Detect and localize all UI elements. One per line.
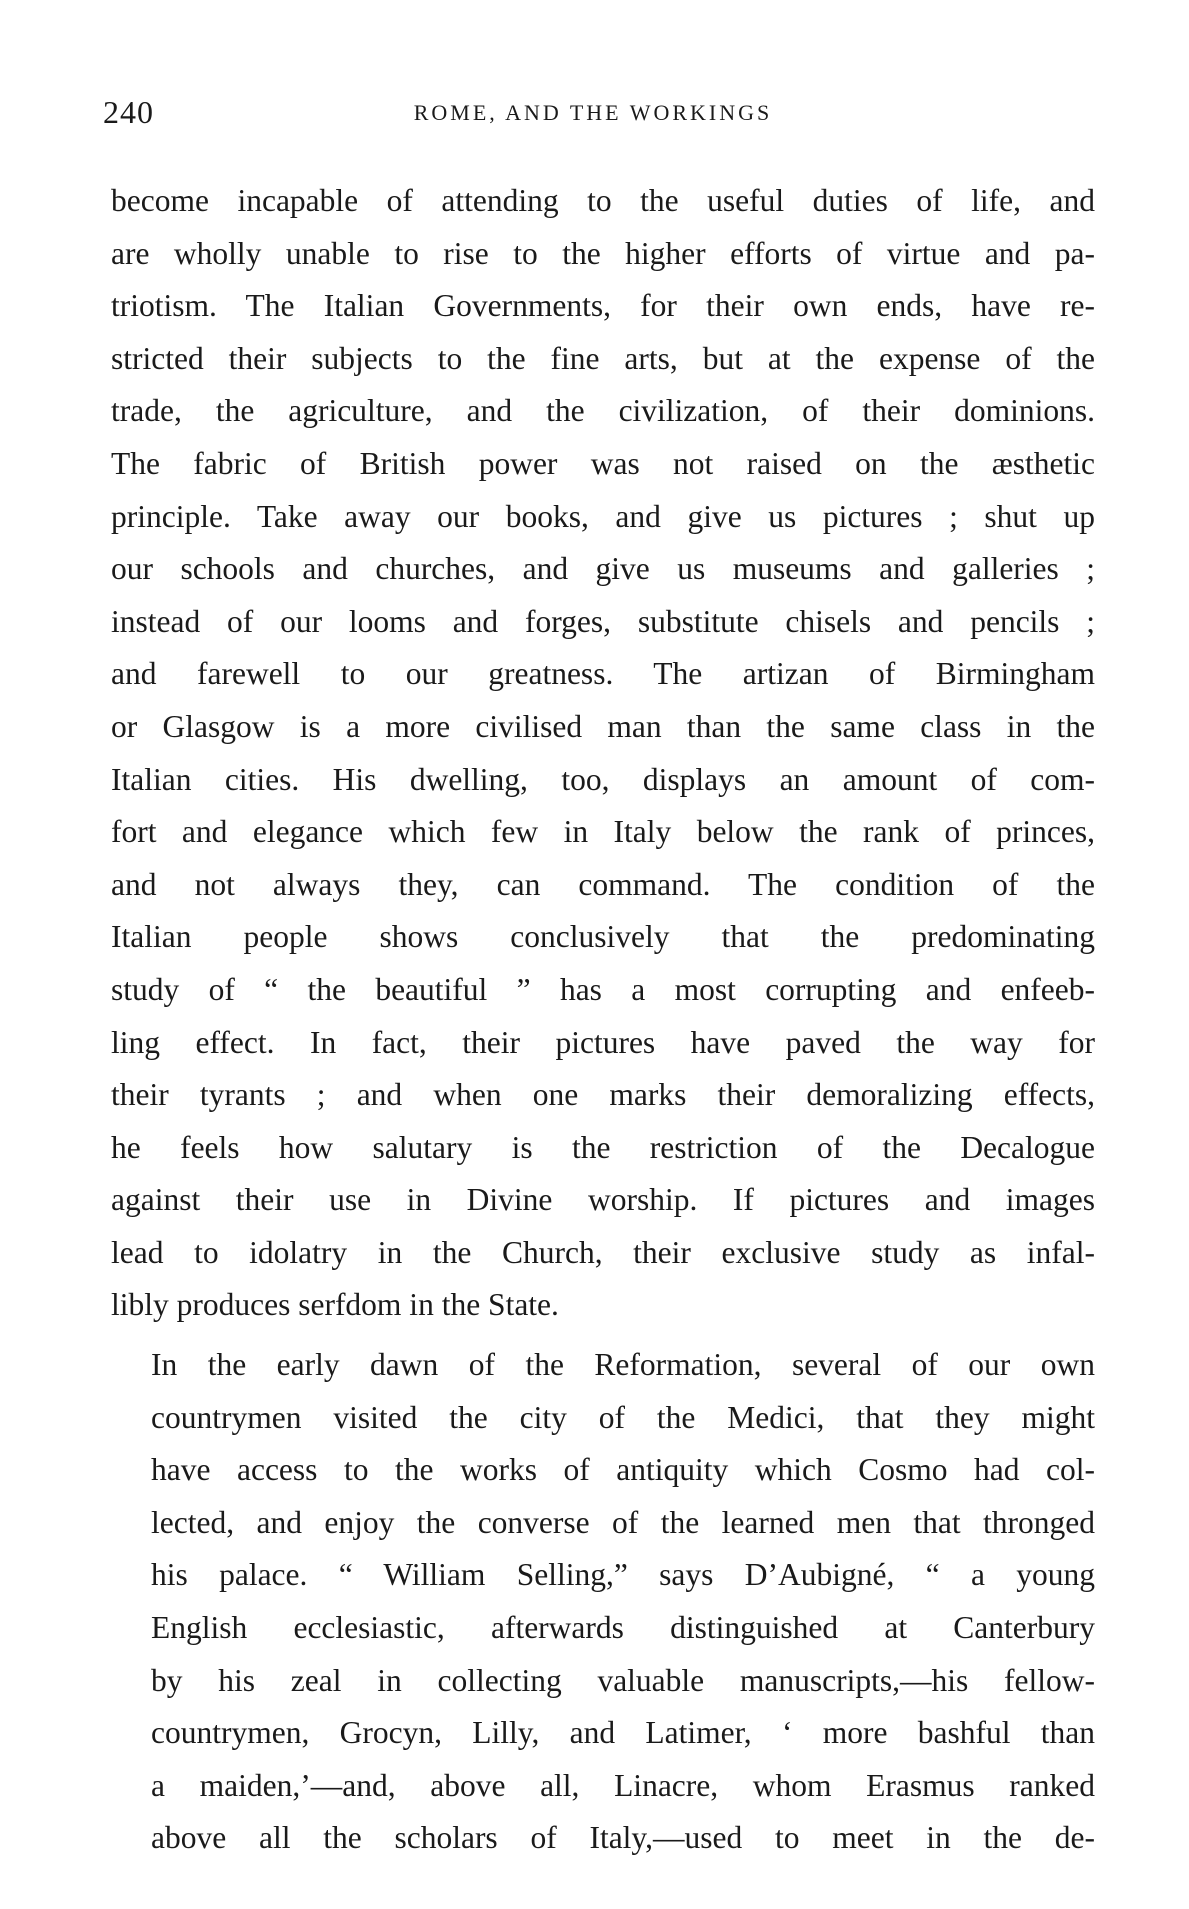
text-line: a maiden,’—and, above all, Linacre, whom Erasmus ranked — [151, 1767, 1095, 1803]
text-line: become incapable of attending to the useful duties of life, and — [111, 183, 1095, 218]
text-line: ling effect. In fact, their pictures have paved the way for — [111, 1024, 1095, 1060]
text-line: The fabric of British power was not raised on the æsthetic — [111, 445, 1095, 481]
text-line: principle. Take away our books, and give us pictures ; shut up — [111, 498, 1095, 534]
text-line: countrymen visited the city of the Medici, that they might — [151, 1399, 1095, 1435]
text-line: above all the scholars of Italy,—used to meet in the de- — [151, 1820, 1095, 1856]
text-line: In the early dawn of the Reformation, several of our own — [151, 1347, 1095, 1383]
text-line: stricted their subjects to the fine arts, but at the expense of the — [111, 340, 1095, 376]
text-line: against their use in Divine worship. If pictures and images — [111, 1182, 1095, 1218]
text-line: have access to the works of antiquity which Cosmo had col- — [151, 1452, 1095, 1488]
paragraph — [111, 175, 1095, 1332]
text-line: study of “ the beautiful ” has a most corrupting and enfeeb- — [111, 971, 1095, 1007]
page-header — [103, 94, 1083, 134]
text-line: his palace. “ William Selling,” says D’Aubigné, “ a young — [151, 1557, 1095, 1593]
text-line: English ecclesiastic, afterwards distinguished at Canterbury — [151, 1610, 1095, 1646]
text-line: Italian cities. His dwelling, too, displays an amount of com- — [111, 761, 1095, 797]
text-line: fort and elegance which few in Italy below the rank of princes, — [111, 814, 1095, 850]
text-line: Italian people shows conclusively that the predominating — [111, 919, 1095, 955]
text-line: lead to idolatry in the Church, their exclusive study as infal- — [111, 1234, 1095, 1270]
body-text — [111, 175, 1095, 1865]
text-line: instead of our looms and forges, substitute chisels and pencils ; — [111, 603, 1095, 639]
paragraph — [111, 1339, 1095, 1865]
text-line: trade, the agriculture, and the civilization, of their dominions. — [111, 393, 1095, 429]
text-line: are wholly unable to rise to the higher efforts of virtue and pa- — [111, 235, 1095, 271]
running-head: ROME, AND THE WORKINGS — [413, 100, 773, 125]
text-line: lected, and enjoy the converse of the learned men that thronged — [151, 1504, 1095, 1540]
text-line: our schools and churches, and give us museums and galleries ; — [111, 551, 1095, 587]
text-line: by his zeal in collecting valuable manuscripts,—his fellow- — [151, 1662, 1095, 1698]
text-line: triotism. The Italian Governments, for their own ends, have re- — [111, 288, 1095, 324]
text-line: he feels how salutary is the restriction of the Decalogue — [111, 1129, 1095, 1165]
text-line: their tyrants ; and when one marks their demoralizing effects, — [111, 1077, 1095, 1113]
page-number: 240 — [103, 94, 154, 130]
text-line: and not always they, can command. The condition of the — [111, 866, 1095, 902]
text-line: countrymen, Grocyn, Lilly, and Latimer, ‘ more bashful than — [151, 1715, 1095, 1751]
text-line: and farewell to our greatness. The artizan of Birmingham — [111, 656, 1095, 692]
text-line: libly produces serfdom in the State. — [111, 1287, 559, 1323]
text-line: or Glasgow is a more civilised man than the same class in the — [111, 708, 1095, 744]
